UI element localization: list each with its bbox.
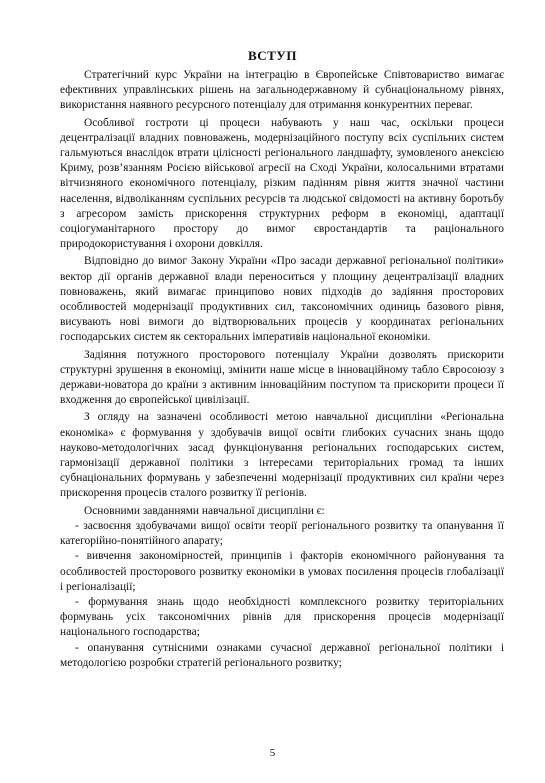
- document-body: [60, 68, 504, 671]
- list-item: - опанування сутнісними ознаками сучасної державної регіональної політики і методологією розробки стратегій регіонального розвитку;: [60, 641, 504, 669]
- list-item: - засвоєння здобувачами вищої освіти теорії регіонального розвитку та опанування її категорійно-понятійного апарату;: [60, 519, 504, 548]
- page-number: 5: [269, 747, 276, 759]
- page-title: ВСТУП: [248, 48, 297, 63]
- paragraph-potential: Задіяння потужного просторового потенціалу України дозволять прискорити структурні зрушення в економіці, змінити наше місце в інноваційному табло Євросоюзу з держави-новатора до країни з активним інноваційним поступом та прискорити процеси її входження до європейської цивілізації.: [60, 348, 504, 407]
- list-item: - вивчення закономірностей, принципів і факторів економічного районування та особливостей просторового розвитку економіки в умовах посилення процесів глобалізації і регіоналізації;: [60, 550, 504, 593]
- list-item: - формування знань щодо необхідності комплексного розвитку територіальних формувань усіх таксономічних рівнів для прискорення процесів модернізації національного господарства;: [60, 595, 504, 639]
- paragraph-intro: Стратегічний курс України на інтеграцію в Європейське Співтовариство вимагає ефективних управлінських рішень на загальнодержавному й субнаціональному рівнях, використання наявного ресурсного потенціалу для отримання конкурентних переваг.: [60, 69, 504, 112]
- paragraph-law: Відповідно до вимог Закону України «Про засади державної регіональної політики» вектор дії органів державної влади переноситься у площину децентралізації владних повноважень, який вимагає принципово нових підходів до задіяння просторових особливостей модернізації продуктивних сил, таксономічних одиниць базового рівня, висувають нові вимоги до відтворювальних процесів у координатах регіональних господарських систем як секторальних імперативів національної економіки.: [60, 255, 504, 344]
- paragraph-goal: З огляду на зазначені особливості метою навчальної дисципліни «Регіональна економіка» є формування у здобувачів вищої освіти глибоких сучасних знань щодо науково-методологічних засад функціонування регіональних господарських систем, гармонізації державної політики з інтересами територіальних громад та інших субнаціональних формувань у забезпеченні модернізації продуктивних сил країни через прискорення процесів сталого розвитку її регіонів.: [60, 411, 504, 500]
- paragraph-context: Особливої гостроти ці процеси набувають у наш час, оскільки процеси децентралізації владних повноважень, модернізаційного поступу всіх суспільних систем гальмуються внаслідок втрати цілісності регіонального ландшафту, зумовленого анексією Криму, розв’язанням Росією військової агресії на Сході України, колосальними втратами вітчизняного економічного потенціалу, різким падінням рівня життя значної частини населення, відволіканням суспільних ресурсів та людської свідомості на активну боротьбу з агресором замість прискорення структурних реформ в економіці, адаптації соціогуманітарного простору до вимог євростандартів та раціонального природокористування і охорони довкілля.: [60, 116, 504, 251]
- paragraph-tasks-heading: Основними завданнями навчальної дисципліни є:: [84, 504, 325, 517]
